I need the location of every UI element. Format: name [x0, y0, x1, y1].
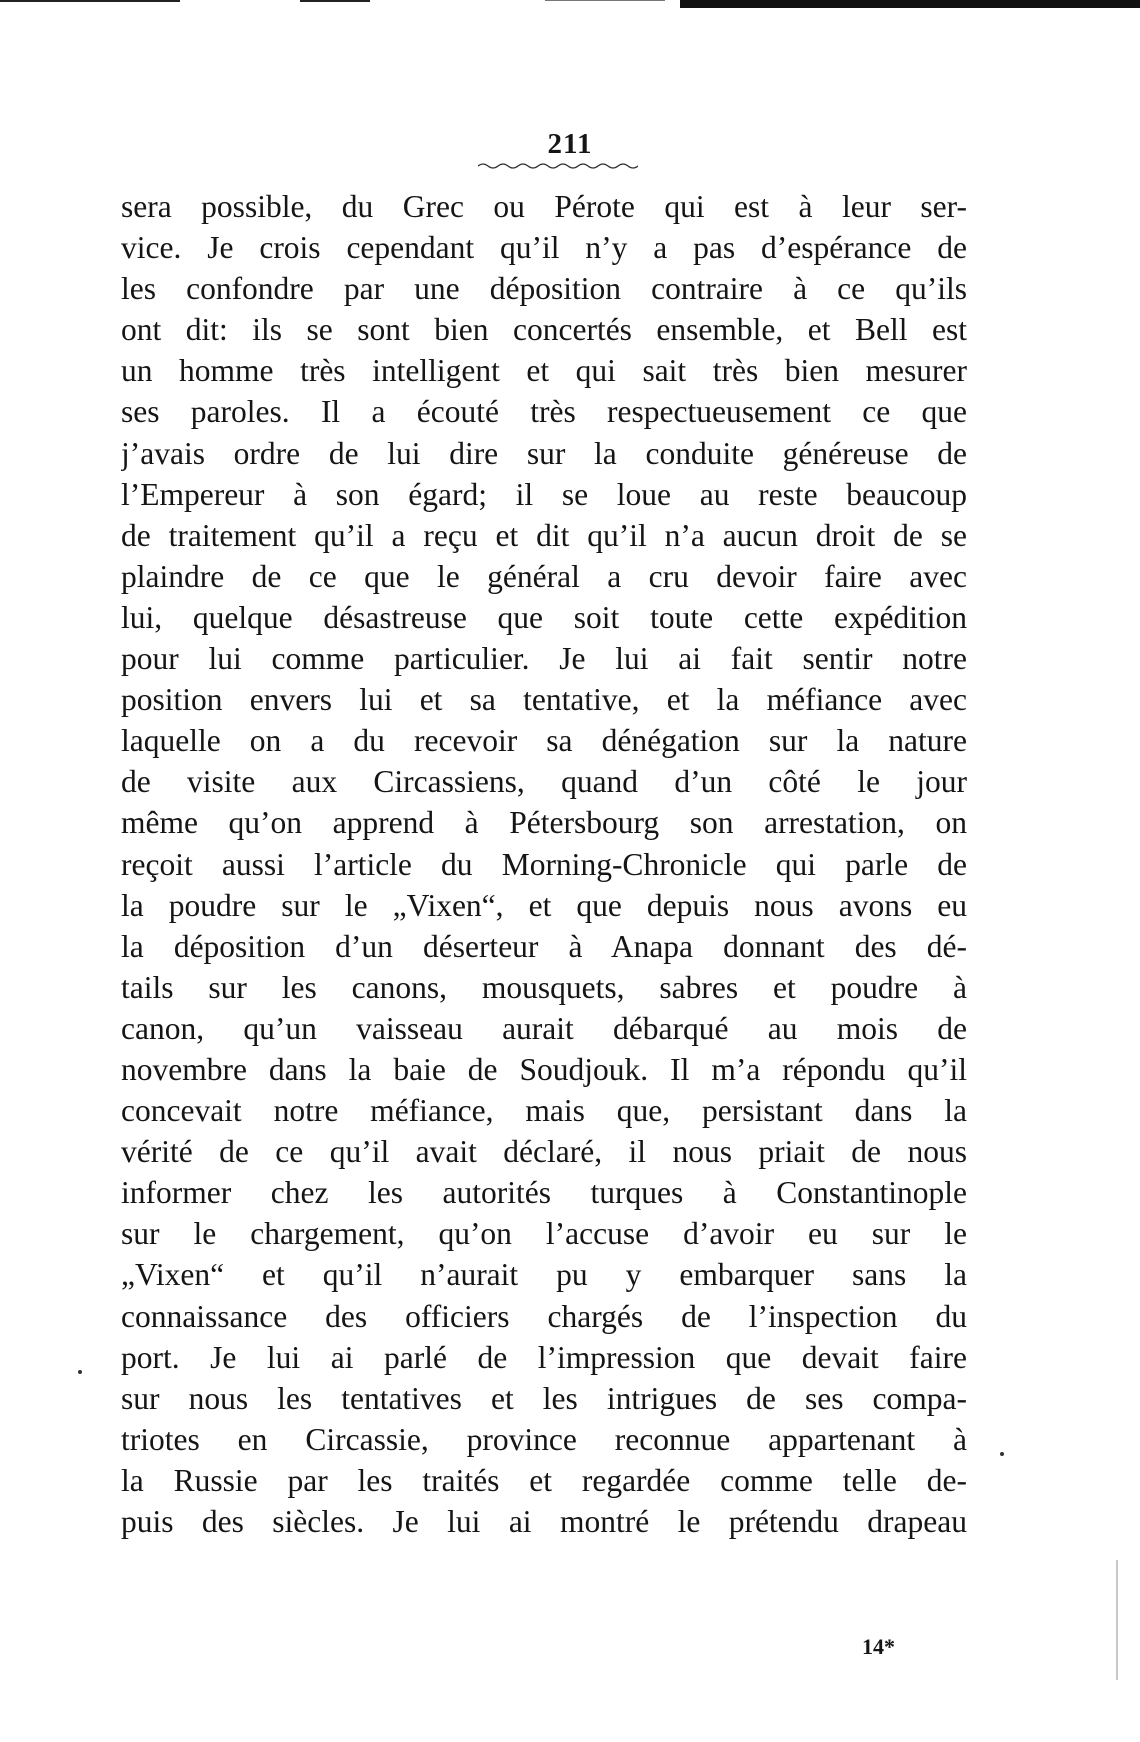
scan-edge-mark: [300, 0, 370, 2]
scan-edge-mark: [680, 0, 1140, 8]
text-line: j’avais ordre de lui dire sur la conduite généreuse de: [121, 435, 967, 471]
page-number-ornament: [478, 162, 638, 170]
text-line: connaissance des officiers chargés de l’inspection du: [121, 1298, 967, 1334]
text-line: l’Empereur à son égard; il se loue au reste beaucoup: [121, 476, 967, 512]
text-line: sera possible, du Grec ou Pérote qui est à leur ser-: [121, 189, 967, 224]
text-line: sur nous les tentatives et les intrigues de ses compa-: [121, 1380, 967, 1416]
text-line: canon, qu’un vaisseau aurait débarqué au mois de: [121, 1010, 967, 1046]
text-line: novembre dans la baie de Soudjouk. Il m’a répondu qu’il: [121, 1051, 967, 1087]
text-line: lui, quelque désastreuse que soit toute cette expédition: [121, 599, 967, 635]
page-body-text: [121, 186, 967, 1542]
text-line: concevait notre méfiance, mais que, persistant dans la: [121, 1093, 967, 1129]
text-line: même qu’on apprend à Pétersbourg son arrestation, on: [121, 805, 967, 841]
text-line: reçoit aussi l’article du Morning-Chronicle qui parle de: [121, 846, 967, 882]
printer-signature-mark: 14*: [862, 1634, 895, 1659]
scan-margin-rule: [1116, 1560, 1118, 1680]
text-line: puis des siècles. Je lui ai montré le prétendu drapeau: [121, 1504, 967, 1539]
text-line: informer chez les autorités turques à Constantinople: [121, 1175, 967, 1211]
text-line: la Russie par les traités et regardée comme telle de-: [121, 1462, 967, 1498]
scan-speck: [1000, 1452, 1004, 1456]
page-number: 211: [547, 128, 593, 160]
text-line: les confondre par une déposition contraire à ce qu’ils: [121, 271, 967, 307]
text-line: vice. Je crois cependant qu’il n’y a pas d’espérance de: [121, 230, 967, 266]
text-line: de visite aux Circassiens, quand d’un côté le jour: [121, 764, 967, 800]
text-line: sur le chargement, qu’on l’accuse d’avoir eu sur le: [121, 1216, 967, 1252]
scan-speck: [78, 1370, 82, 1374]
text-line: triotes en Circassie, province reconnue appartenant à: [121, 1421, 967, 1457]
text-line: laquelle on a du recevoir sa dénégation sur la nature: [121, 723, 967, 759]
text-line: un homme très intelligent et qui sait très bien mesurer: [121, 353, 967, 389]
scan-edge-mark: [0, 0, 180, 2]
text-line: la poudre sur le „Vixen“, et que depuis nous avons eu: [121, 887, 967, 923]
text-line: plaindre de ce que le général a cru devoir faire avec: [121, 558, 967, 594]
scan-edge-mark: [545, 0, 665, 1]
text-line: tails sur les canons, mousquets, sabres et poudre à: [121, 969, 967, 1005]
text-line: ses paroles. Il a écouté très respectueusement ce que: [121, 394, 967, 430]
text-line: vérité de ce qu’il avait déclaré, il nous priait de nous: [121, 1134, 967, 1170]
text-line: de traitement qu’il a reçu et dit qu’il n’a aucun droit de se: [121, 517, 967, 553]
text-line: port. Je lui ai parlé de l’impression que devait faire: [121, 1339, 967, 1375]
text-line: „Vixen“ et qu’il n’aurait pu y embarquer sans la: [121, 1257, 967, 1293]
text-line: position envers lui et sa tentative, et la méfiance avec: [121, 682, 967, 718]
text-line: pour lui comme particulier. Je lui ai fait sentir notre: [121, 641, 967, 677]
text-line: la déposition d’un déserteur à Anapa donnant des dé-: [121, 928, 967, 964]
text-line: ont dit: ils se sont bien concertés ensemble, et Bell est: [121, 312, 967, 348]
